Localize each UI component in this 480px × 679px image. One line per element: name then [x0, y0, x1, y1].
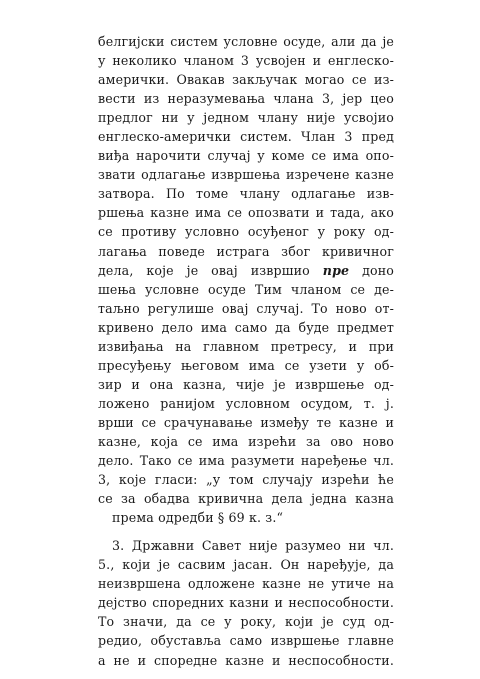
text-line: неизвршена одложене казне не утиче на — [98, 576, 394, 592]
text-line: се за обадва кривична дела једна казна — [98, 491, 394, 507]
text-line: казне, која се има изрећи за ово ново — [98, 433, 394, 449]
text-line: се противу условно осуђеног у року од- — [98, 224, 394, 240]
text-segment: доно — [349, 262, 394, 278]
text-line: звати одлагање извршења изречене казне — [98, 167, 394, 183]
text-line: дело. Тако се има разумети наређење чл. — [98, 453, 394, 469]
text-segment: дела, које је овај извршио — [98, 262, 323, 278]
text-line: 3, које гласи: „у том случају изрећи ће — [98, 472, 394, 488]
text-line: предлог ни у једном члану није усвојио — [98, 110, 394, 126]
text-line: а не и споредне казне и неспособности. — [98, 652, 394, 668]
text-line: амерички. Овакав закључак могао се из- — [98, 72, 394, 88]
text-line: ршења казне има се опозвати и тада, ако — [98, 205, 394, 221]
emphasized-word: пре — [322, 262, 350, 278]
text-line: лагања поведе истрага због кривичног — [98, 243, 394, 259]
text-line — [98, 261, 394, 280]
text-line: зир и она казна, чије је извршење од- — [98, 376, 394, 392]
text-line: То значи, да се у року, који је суд од- — [98, 614, 394, 630]
text-line: редио, обуставља само извршење главне — [98, 633, 394, 649]
text-line: 3. Државни Савет није разумео ни чл. — [112, 538, 394, 554]
text-line: 5., који је сасвим јасан. Он наређује, да — [98, 557, 394, 573]
text-line: дејство споредних казни и неспособности. — [98, 595, 394, 611]
text-line: извиђања на главном претресу, и при — [98, 338, 394, 354]
text-line: врши се срачунавање између те казне и — [98, 414, 394, 430]
text-line: према одредби § 69 к. з.“ — [112, 510, 284, 526]
text-line: виђа нарочити случај у коме се има опо- — [98, 148, 394, 164]
text-line: ложено ранијом условном осудом, т. ј. — [98, 395, 394, 411]
text-line: у неколико чланом 3 усвојен и енглеско- — [98, 53, 394, 69]
text-line: пресуђењу његовом има се узети у об- — [98, 357, 394, 373]
body-text — [98, 32, 394, 670]
text-line: белгијски систем условне осуде, али да је — [98, 34, 394, 49]
text-line: кривено дело има само да буде предмет — [98, 319, 394, 335]
text-line: затвора. По томе члану одлагање изв- — [98, 186, 394, 202]
text-line: шења условне осуде Тим чланом се де- — [98, 281, 394, 297]
text-line: вести из неразумевања члана 3, јер цео — [98, 91, 394, 107]
text-line: енглеско-амерички систем. Члан 3 пред — [98, 129, 394, 145]
text-line: таљно регулише овај случај. То ново от- — [98, 300, 394, 316]
